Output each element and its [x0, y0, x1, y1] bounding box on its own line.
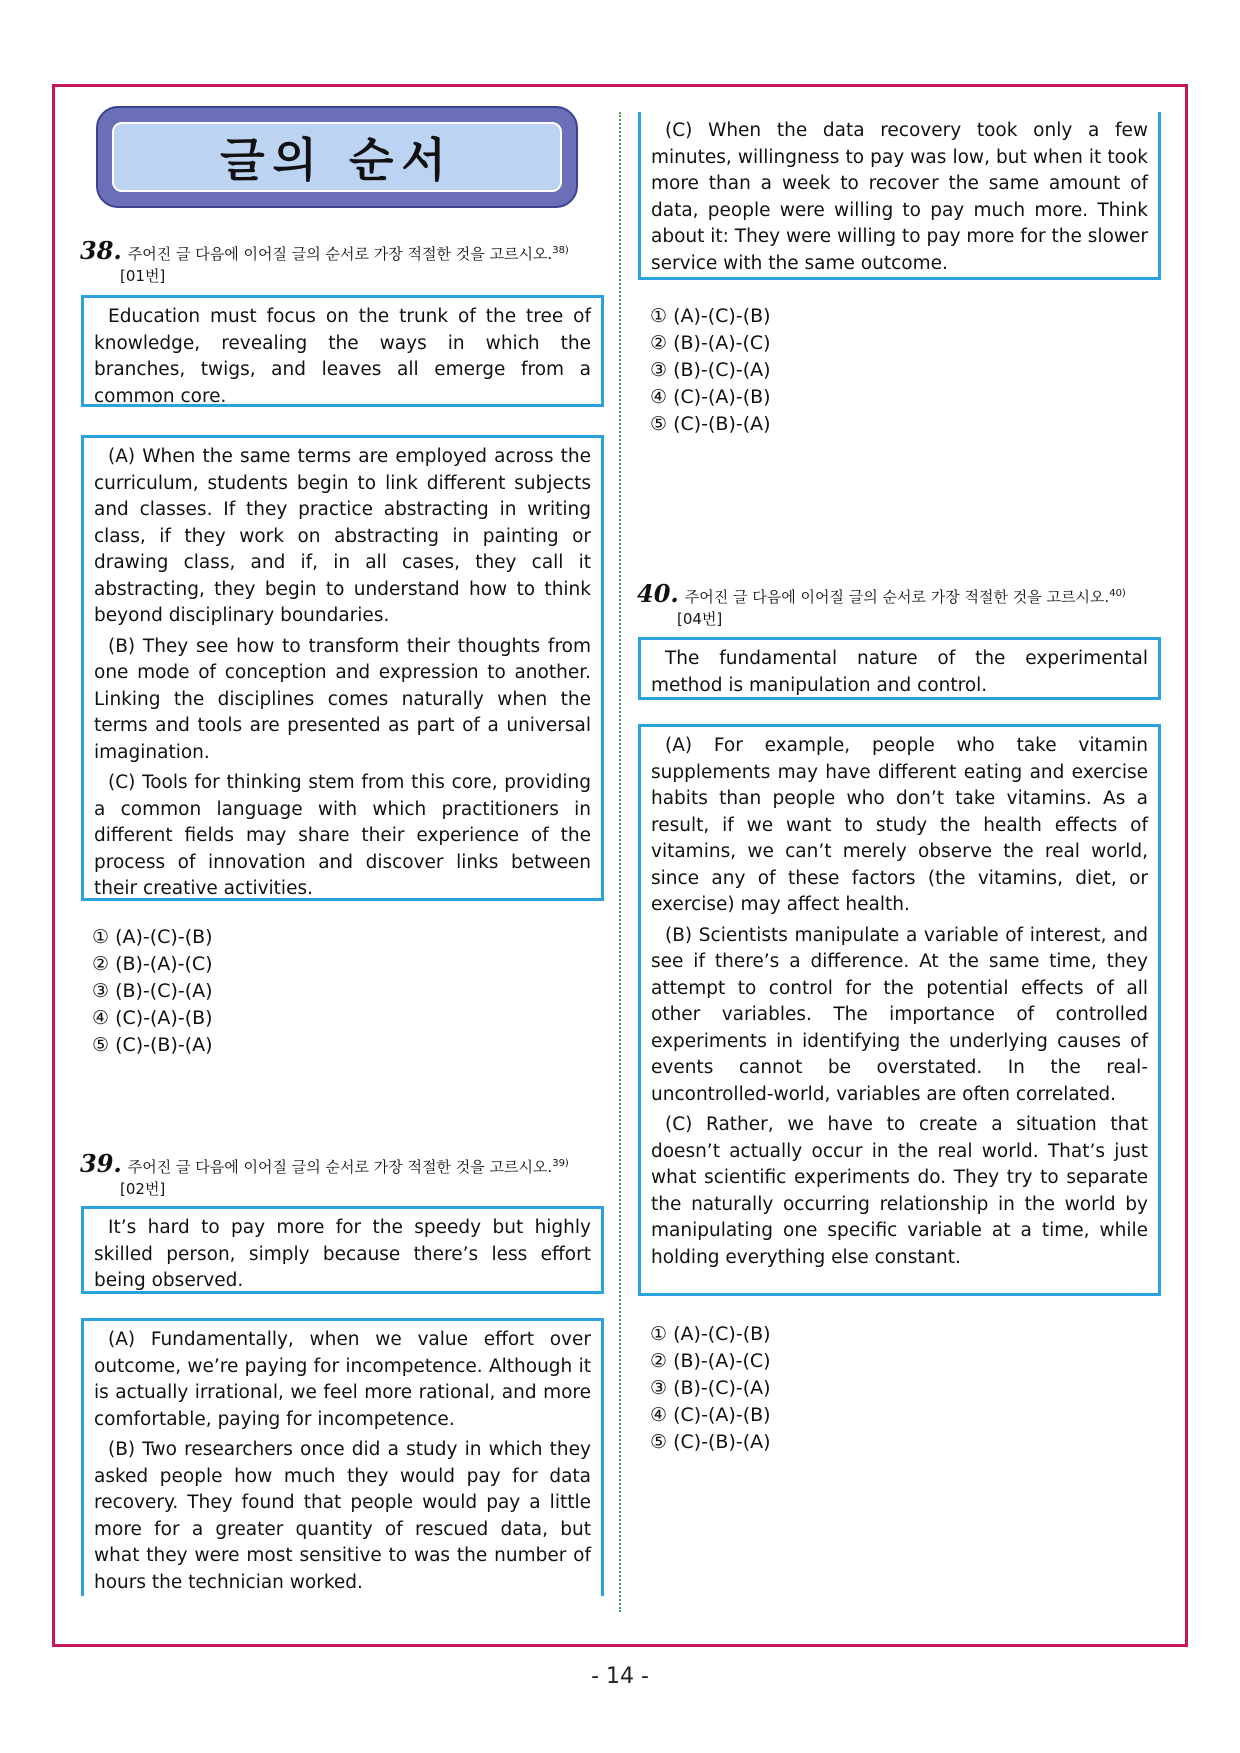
- passage-a: (A) Fundamentally, when we value effort over outcome, we’re paying for incompetence. Although it is actually irrational, we feel more rational, and more comfortable, paying for incompetence.: [94, 1329, 591, 1430]
- choice-4[interactable]: ④ (C)-(A)-(B): [92, 1007, 213, 1029]
- choices-39: [650, 303, 1120, 438]
- passage-b: (B) Scientists manipulate a variable of interest, and see if there’s a difference. At the same time, they attempt to control for the potential effects of all other variables. The importance of controlled experiments in identifying the underlying causes of events cannot be overstated. In the real-uncontrolled-world, variables are often correlated.: [651, 924, 1148, 1105]
- passage-b: (B) Two researchers once did a study in which they asked people how much they would pay for data recovery. They found that people would pay a little more for a greater quantity of rescued data, but what they were most sensitive to was the number of hours the technician worked.: [94, 1439, 591, 1593]
- passage-c: (C) Tools for thinking stem from this core, providing a common language with which practitioners in different fields may share their experience of the process of innovation and discover links between their creative activities.: [94, 772, 591, 899]
- question-39-header: [80, 1149, 620, 1200]
- choice-1[interactable]: ① (A)-(C)-(B): [650, 305, 771, 327]
- page-number: - 14 -: [591, 1664, 649, 1689]
- passage-a: (A) When the same terms are employed across the curriculum, students begin to link different subjects and classes. If they practice abstracting in writing class, if they work on abstracting in painting or drawing class, and if, in all cases, they call it abstracting, they begin to understand how to think beyond disciplinary boundaries.: [94, 446, 591, 626]
- question-38-header: [80, 236, 620, 287]
- passages-39-part1: [81, 1318, 604, 1596]
- passages-40: [638, 724, 1161, 1296]
- passages-39-part2: [638, 112, 1161, 280]
- given-passage-39: [81, 1206, 604, 1294]
- given-text: The fundamental nature of the experimental method is manipulation and control.: [651, 648, 1148, 696]
- section-title-banner: [96, 106, 578, 208]
- passages-38: [81, 435, 604, 901]
- footnote-ref: 38): [552, 245, 569, 256]
- choice-4[interactable]: ④ (C)-(A)-(B): [650, 386, 771, 408]
- choice-1[interactable]: ① (A)-(C)-(B): [650, 1323, 771, 1345]
- choice-1[interactable]: ① (A)-(C)-(B): [92, 926, 213, 948]
- question-code: [02번]: [120, 1180, 166, 1198]
- passage-c: (C) Rather, we have to create a situation that doesn’t actually occur in the real world. That’s just what scientific experiments do. They try to separate the naturally occurring relationship in the world by manipulating one specific variable at a time, while holding everything else constant.: [651, 1114, 1148, 1268]
- choice-5[interactable]: ⑤ (C)-(B)-(A): [92, 1034, 213, 1056]
- column-divider: [619, 112, 621, 1612]
- question-number: 39.: [80, 1149, 122, 1178]
- choice-5[interactable]: ⑤ (C)-(B)-(A): [650, 413, 771, 435]
- choice-2[interactable]: ② (B)-(A)-(C): [650, 332, 771, 354]
- choice-4[interactable]: ④ (C)-(A)-(B): [650, 1404, 771, 1426]
- question-code: [04번]: [677, 610, 723, 628]
- question-number: 40.: [637, 579, 679, 608]
- passage-a: (A) For example, people who take vitamin supplements may have different eating and exercise habits than people who don’t take vitamins. As a result, if we want to study the health effects of vitamins, we can’t merely observe the real world, since any of these factors (the vitamins, diet, or exercise) may affect health.: [651, 735, 1148, 915]
- choice-3[interactable]: ③ (B)-(C)-(A): [650, 1377, 771, 1399]
- choices-40: [650, 1321, 1120, 1456]
- question-instruction: 주어진 글 다음에 이어질 글의 순서로 가장 적절한 것을 고르시오.: [127, 1158, 553, 1176]
- given-text: It’s hard to pay more for the speedy but highly skilled person, simply because there’s less effort being observed.: [94, 1217, 591, 1291]
- choice-3[interactable]: ③ (B)-(C)-(A): [92, 980, 213, 1002]
- question-code: [01번]: [120, 267, 166, 285]
- question-instruction: 주어진 글 다음에 이어질 글의 순서로 가장 적절한 것을 고르시오.: [684, 588, 1110, 606]
- choice-3[interactable]: ③ (B)-(C)-(A): [650, 359, 771, 381]
- given-text: Education must focus on the trunk of the tree of knowledge, revealing the ways in which the branches, twigs, and leaves all emerge from a common core.: [94, 306, 591, 407]
- question-40-header: [637, 579, 1182, 630]
- given-passage-40: [638, 637, 1161, 700]
- choice-2[interactable]: ② (B)-(A)-(C): [92, 953, 213, 975]
- question-number: 38.: [80, 236, 122, 265]
- footnote-ref: 40): [1109, 588, 1126, 599]
- question-instruction: 주어진 글 다음에 이어질 글의 순서로 가장 적절한 것을 고르시오.: [127, 245, 553, 263]
- choice-2[interactable]: ② (B)-(A)-(C): [650, 1350, 771, 1372]
- choices-38: [92, 924, 562, 1059]
- passage-b: (B) They see how to transform their thoughts from one mode of conception and expression to another. Linking the disciplines comes naturally when the terms and tools are presented as part of a universal imagination.: [94, 635, 591, 763]
- given-passage-38: [81, 295, 604, 407]
- section-title: 글의 순서: [220, 133, 454, 187]
- section-title-inner: [112, 122, 562, 192]
- passage-c: (C) When the data recovery took only a few minutes, willingness to pay was low, but when it took more than a week to recover the same amount of data, people were willing to pay much more. Think about it: They were willing to pay more for the slower service with the same outcome.: [651, 120, 1148, 274]
- footnote-ref: 39): [552, 1158, 569, 1169]
- choice-5[interactable]: ⑤ (C)-(B)-(A): [650, 1431, 771, 1453]
